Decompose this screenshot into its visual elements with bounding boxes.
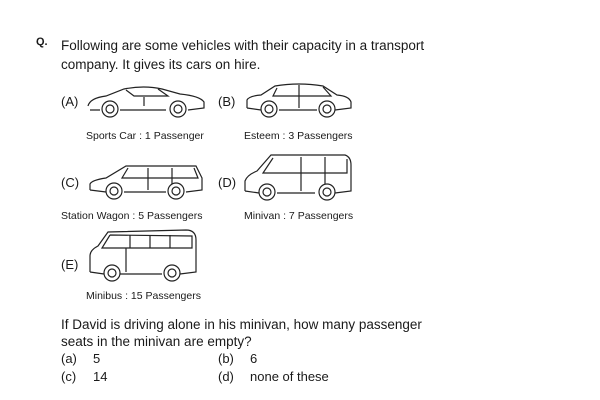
prompt-line-2: seats in the minivan are empty? [61,334,252,349]
option-b-label: (B) [218,94,236,109]
minivan-icon [241,151,355,203]
intro-line-2: company. It gives its cars on hire. [61,57,261,72]
question-prompt [61,316,461,350]
caption-sedan: Esteem : 3 Passengers [244,130,353,142]
answer-c-value: 14 [93,369,108,384]
answer-b-label: (b) [218,351,234,366]
sports-car-icon [84,80,208,120]
sedan-icon [243,78,355,120]
intro-line-1: Following are some vehicles with their capacity in a transport [61,38,425,53]
answer-c[interactable] [61,369,107,384]
option-a-label: (A) [61,94,79,109]
prompt-line-1: If David is driving alone in his minivan, how many passenger [61,317,422,332]
answer-c-label: (c) [61,369,77,384]
option-c-label: (C) [61,175,80,190]
option-e-label: (E) [61,257,79,272]
option-d-label: (D) [218,175,237,190]
answer-b[interactable] [218,351,257,366]
caption-sports-car: Sports Car : 1 Passenger [86,130,204,142]
caption-station-wagon: Station Wagon : 5 Passengers [61,210,203,222]
question-label: Q. [36,36,48,48]
station-wagon-icon [86,160,206,202]
answer-d-value: none of these [250,369,329,384]
answer-a-value: 5 [93,351,101,366]
answer-d-label: (d) [218,369,234,384]
caption-minivan: Minivan : 7 Passengers [244,210,354,222]
answer-d[interactable] [218,369,329,384]
minibus-icon [86,226,200,284]
question-intro [61,36,441,74]
answer-a[interactable] [61,351,100,366]
answer-a-label: (a) [61,351,77,366]
answer-b-value: 6 [250,351,258,366]
caption-minibus: Minibus : 15 Passengers [86,290,201,302]
